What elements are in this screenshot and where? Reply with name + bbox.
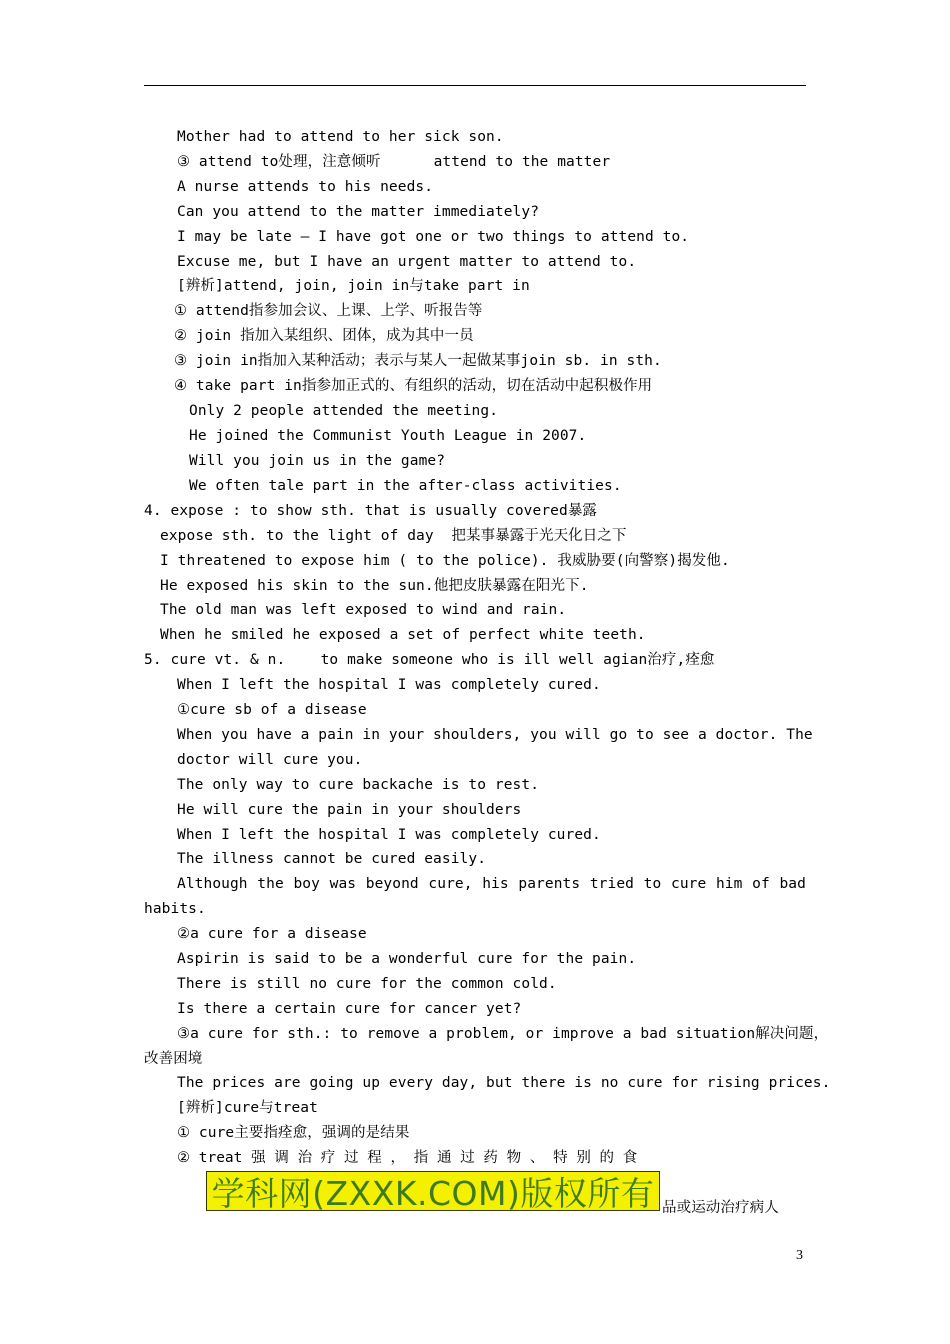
text-line: 品或运动治疗病人 bbox=[662, 1200, 779, 1216]
text-line: [辨析]attend, join, join in与take part in bbox=[177, 278, 530, 294]
text-line: We often tale part in the after-class activities. bbox=[189, 478, 622, 494]
text-line: [辨析]cure与treat bbox=[177, 1100, 318, 1116]
text-line: habits. bbox=[144, 901, 206, 917]
text-line: expose sth. to the light of day 把某事暴露于光天化日之下 bbox=[160, 528, 627, 544]
text-line: The old man was left exposed to wind and rain. bbox=[160, 602, 567, 618]
text-line: The only way to cure backache is to rest. bbox=[177, 777, 540, 793]
text-line: Only 2 people attended the meeting. bbox=[189, 403, 499, 419]
text-line: He exposed his skin to the sun.他把皮肤暴露在阳光下. bbox=[160, 578, 589, 594]
text-line: ③ attend to处理，注意倾听 attend to the matter bbox=[177, 154, 611, 170]
section-heading: 4. expose : to show sth. that is usually covered暴露 bbox=[144, 503, 598, 519]
text-line: ① cure主要指痊愈，强调的是结果 bbox=[177, 1125, 410, 1141]
text-line: ① attend指参加会议、上课、上学、听报告等 bbox=[174, 303, 483, 319]
text-line: When you have a pain in your shoulders, you will go to see a doctor. The bbox=[177, 727, 813, 743]
text-line: Will you join us in the game? bbox=[189, 453, 446, 469]
text-line: When I left the hospital I was completely cured. bbox=[177, 827, 601, 843]
copyright-watermark: 学科网(ZXXK.COM)版权所有 bbox=[206, 1171, 660, 1211]
text-line: I may be late – I have got one or two things to attend to. bbox=[177, 229, 690, 245]
text-line: doctor will cure you. bbox=[177, 752, 363, 768]
text-line: 改善困境 bbox=[144, 1051, 203, 1067]
section-heading: 5. cure vt. & n. to make someone who is ill well agian治疗,痊愈 bbox=[144, 652, 715, 668]
text-line: ③ join in指加入某种活动；表示与某人一起做某事join sb. in sth. bbox=[174, 353, 662, 369]
header-rule bbox=[144, 85, 806, 86]
text-line: Aspirin is said to be a wonderful cure for the pain. bbox=[177, 951, 637, 967]
text-line: ② join 指加入某组织、团体，成为其中一员 bbox=[174, 328, 474, 344]
text-line: He will cure the pain in your shoulders bbox=[177, 802, 522, 818]
text-line: ④ take part in指参加正式的、有组织的活动，切在活动中起积极作用 bbox=[174, 378, 653, 394]
text-line: ③a cure for sth.: to remove a problem, or improve a bad situation解决问题， bbox=[177, 1026, 829, 1042]
text-line: When I left the hospital I was completely cured. bbox=[177, 677, 601, 693]
text-line: Is there a certain cure for cancer yet? bbox=[177, 1001, 522, 1017]
text-line: He joined the Communist Youth League in 2007. bbox=[189, 428, 587, 444]
text-line: The prices are going up every day, but there is no cure for rising prices. bbox=[177, 1075, 831, 1091]
text-line: I threatened to expose him ( to the police). 我威胁要(向警察)揭发他. bbox=[160, 553, 730, 569]
text-line: There is still no cure for the common cold. bbox=[177, 976, 557, 992]
text-line: The illness cannot be cured easily. bbox=[177, 851, 487, 867]
text-line: Mother had to attend to her sick son. bbox=[177, 129, 504, 145]
text-line: When he smiled he exposed a set of perfect white teeth. bbox=[160, 627, 646, 643]
text-line: ②a cure for a disease bbox=[177, 926, 367, 942]
text-line: A nurse attends to his needs. bbox=[177, 179, 434, 195]
text-line: ①cure sb of a disease bbox=[177, 702, 367, 718]
page-number: 3 bbox=[796, 1248, 803, 1263]
text-line: Excuse me, but I have an urgent matter to attend to. bbox=[177, 254, 637, 270]
text-line: Can you attend to the matter immediately? bbox=[177, 204, 540, 220]
text-line-justified: Although the boy was beyond cure, his parents tried to cure him of bad bbox=[177, 876, 806, 892]
text-line-justified: ② treat 强 调 治 疗 过 程 ， 指 通 过 药 物 、 特 别 的 食 bbox=[177, 1150, 638, 1166]
